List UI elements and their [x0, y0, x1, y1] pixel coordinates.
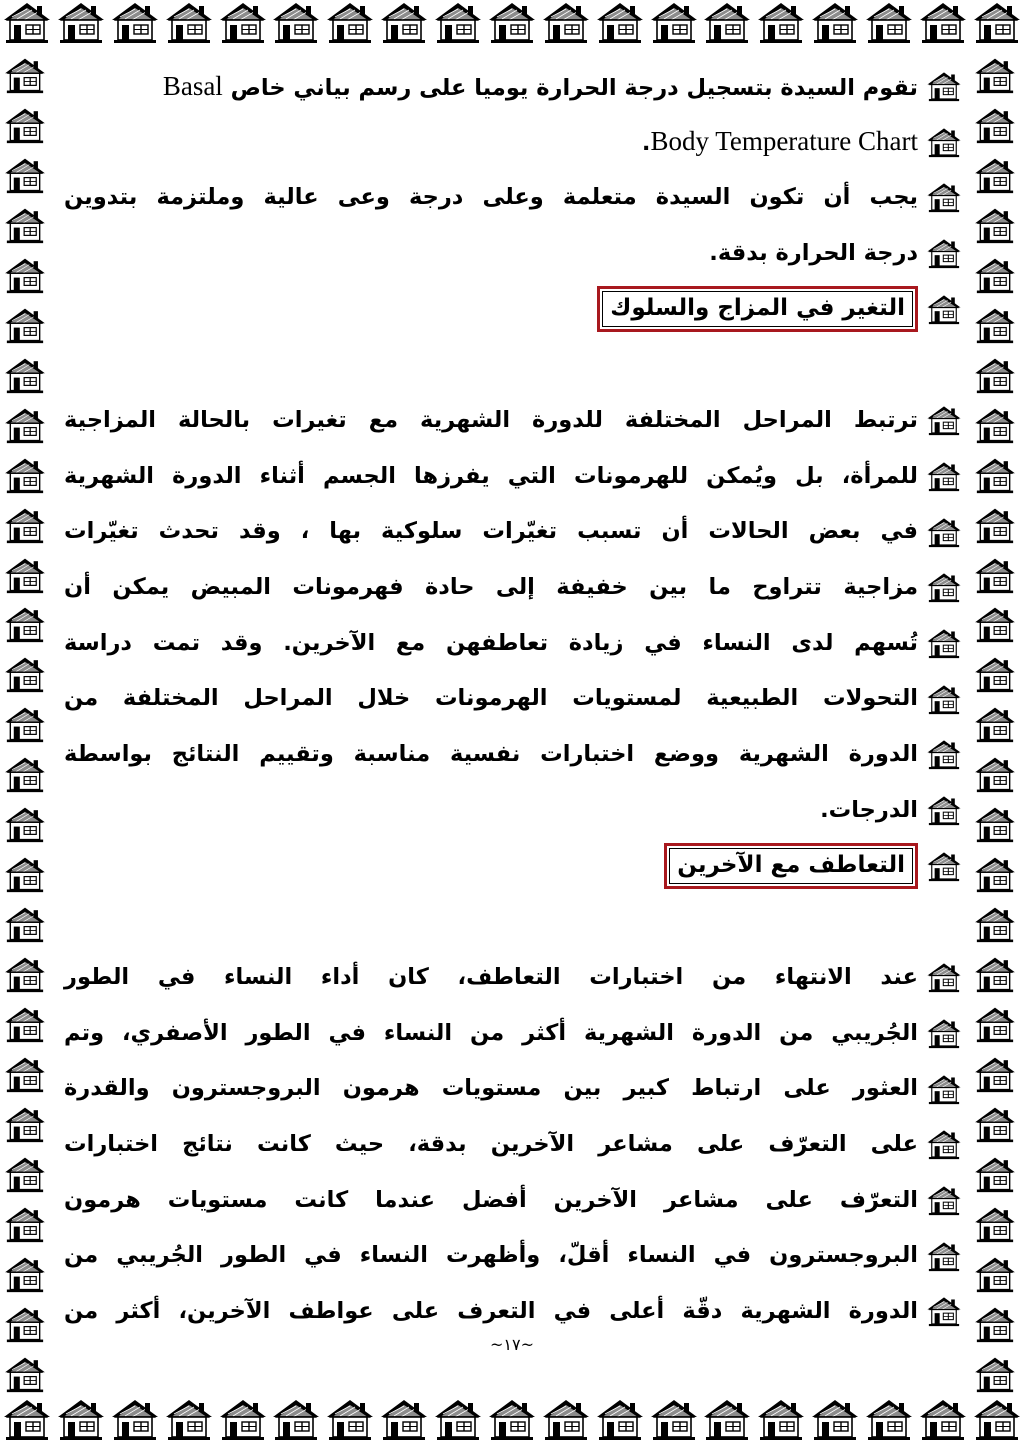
house-icon — [56, 1397, 106, 1441]
house-icon — [756, 1397, 806, 1441]
house-icon — [970, 1055, 1020, 1093]
text-line — [64, 951, 962, 1003]
text-line — [64, 561, 962, 613]
page-body — [64, 60, 962, 1390]
latin-term: Body Temperature Chart — [650, 126, 918, 157]
house-icon — [970, 1105, 1020, 1143]
house-icon — [970, 406, 1020, 444]
text-line — [64, 617, 962, 669]
house-bullet-icon — [926, 683, 962, 715]
text-run: درجة الحرارة بدقة. — [709, 239, 918, 266]
house-icon — [487, 1397, 537, 1441]
house-icon — [970, 955, 1020, 993]
house-icon — [810, 0, 860, 44]
house-icon — [325, 1397, 375, 1441]
paragraph-line — [64, 687, 918, 710]
house-icon — [970, 905, 1020, 943]
house-bullet-icon — [926, 1184, 962, 1216]
text-run: الدورة الشهرية دقّة أعلى في التعرف على عواطف الآخرين، أكثر من — [64, 1298, 918, 1325]
house-bullet-icon — [926, 627, 962, 659]
paragraph-line — [64, 743, 918, 766]
house-icon — [2, 1397, 52, 1441]
house-icon — [0, 855, 50, 893]
house-icon — [0, 1355, 50, 1393]
house-icon — [541, 1397, 591, 1441]
paragraph-line — [64, 963, 918, 990]
text-line — [64, 896, 962, 948]
house-icon — [864, 0, 914, 44]
text-line — [64, 1007, 962, 1059]
latin-term: Basal — [162, 70, 223, 101]
text-run: . — [641, 130, 651, 157]
house-icon — [970, 1305, 1020, 1343]
house-icon — [970, 705, 1020, 743]
house-icon — [918, 0, 968, 44]
section-heading-row — [64, 283, 962, 335]
house-icon — [970, 1005, 1020, 1043]
text-run: في بعض الحالات أن تسبب تغيّرات سلوكية بها ، وقد تحدث تغيّرات — [64, 518, 918, 545]
house-icon — [970, 506, 1020, 544]
house-icon — [0, 605, 50, 643]
house-icon — [970, 206, 1020, 244]
house-icon — [918, 1397, 968, 1441]
house-bullet-icon — [926, 1017, 962, 1049]
house-icon — [433, 1397, 483, 1441]
house-bullet-icon — [926, 293, 962, 325]
house-icon — [0, 456, 50, 494]
house-bullet-icon — [926, 460, 962, 492]
house-icon — [970, 655, 1020, 693]
house-icon — [970, 556, 1020, 594]
section-heading — [597, 286, 918, 332]
house-bullet-icon — [926, 181, 962, 213]
page-number: ~١٧~ — [490, 1335, 534, 1354]
text-line — [64, 1230, 962, 1282]
text-run: تُسهم لدى النساء في زيادة تعاطفهن مع الآخرين. وقد تمت دراسة — [64, 629, 918, 656]
house-bullet-icon — [926, 850, 962, 882]
house-icon — [864, 1397, 914, 1441]
house-icon — [0, 156, 50, 194]
house-icon — [164, 1397, 214, 1441]
house-icon — [379, 1397, 429, 1441]
house-icon — [972, 0, 1022, 44]
house-icon — [379, 0, 429, 44]
text-line — [64, 171, 962, 223]
text-line — [64, 450, 962, 502]
house-icon — [0, 955, 50, 993]
house-icon — [810, 1397, 860, 1441]
house-icon — [0, 1155, 50, 1193]
text-run: التعرّف على مشاعر الآخرين أفضل عندما كانت مستويات هرمون — [64, 1186, 918, 1213]
house-icon — [541, 0, 591, 44]
house-icon — [2, 0, 52, 44]
house-icon — [702, 1397, 752, 1441]
house-bullet-icon — [926, 571, 962, 603]
text-run: التعاطف مع الآخرين — [677, 851, 905, 878]
border-right — [970, 52, 1024, 1397]
house-bullet-icon — [926, 1128, 962, 1160]
house-icon — [970, 456, 1020, 494]
house-icon — [0, 106, 50, 144]
house-icon — [487, 0, 537, 44]
text-run: الدرجات. — [820, 796, 918, 823]
paragraph-line — [64, 1244, 918, 1267]
paragraph-line — [64, 462, 918, 489]
house-icon — [649, 1397, 699, 1441]
house-icon — [271, 1397, 321, 1441]
house-icon — [595, 0, 645, 44]
house-icon — [271, 0, 321, 44]
house-icon — [702, 0, 752, 44]
paragraph-line — [64, 1186, 918, 1213]
text-line — [64, 1174, 962, 1226]
house-icon — [0, 655, 50, 693]
text-line — [64, 1063, 962, 1115]
house-icon — [970, 306, 1020, 344]
house-bullet-icon — [926, 794, 962, 826]
text-line — [64, 673, 962, 725]
house-icon — [970, 1155, 1020, 1193]
house-icon — [970, 605, 1020, 643]
house-icon — [0, 805, 50, 843]
text-run: التحولات الطبيعية لمستويات الهرمونات خلال المراحل المختلفة من — [64, 685, 918, 712]
house-icon — [0, 306, 50, 344]
paragraph-line — [64, 520, 918, 543]
house-bullet-icon — [926, 404, 962, 436]
text-line — [64, 1118, 962, 1170]
text-run: تقوم السيدة بتسجيل درجة الحرارة يوميا على رسم بياني خاص — [222, 74, 918, 101]
house-icon — [970, 356, 1020, 394]
text-line — [64, 784, 962, 836]
house-bullet-icon — [926, 961, 962, 993]
house-bullet-icon — [926, 70, 962, 102]
section-heading-row — [64, 840, 962, 892]
house-icon — [970, 1255, 1020, 1293]
house-icon — [970, 106, 1020, 144]
house-icon — [325, 0, 375, 44]
text-run: ترتبط المراحل المختلفة للدورة الشهرية مع تغيرات بالحالة المزاجية — [64, 406, 918, 433]
house-icon — [649, 0, 699, 44]
house-icon — [110, 1397, 160, 1441]
text-line — [64, 60, 962, 112]
house-icon — [0, 1255, 50, 1293]
house-icon — [0, 356, 50, 394]
house-icon — [0, 56, 50, 94]
house-icon — [164, 0, 214, 44]
house-icon — [0, 1005, 50, 1043]
house-icon — [970, 1205, 1020, 1243]
paragraph-line — [642, 128, 918, 155]
text-run: الدورة الشهرية ووضع اختبارات نفسية مناسبة وتقييم النتائج بواسطة — [64, 741, 918, 768]
house-icon — [0, 256, 50, 294]
house-bullet-icon — [926, 738, 962, 770]
text-run: التغير في المزاج والسلوك — [610, 294, 905, 321]
house-bullet-icon — [926, 126, 962, 158]
house-icon — [970, 1355, 1020, 1393]
house-icon — [970, 855, 1020, 893]
paragraph-line — [820, 796, 918, 823]
house-icon — [595, 1397, 645, 1441]
house-bullet-icon — [926, 516, 962, 548]
paragraph-line — [709, 239, 918, 266]
text-run: يجب أن تكون السيدة متعلمة وعلى درجة وعى عالية وملتزمة بتدوين — [64, 184, 918, 211]
paragraph-line — [64, 406, 918, 433]
house-icon — [0, 206, 50, 244]
text-line — [64, 728, 962, 780]
border-bottom — [0, 1397, 1024, 1449]
house-icon — [0, 705, 50, 743]
house-bullet-icon — [926, 1240, 962, 1272]
text-line — [64, 339, 962, 391]
paragraph-line — [64, 576, 918, 599]
house-icon — [970, 156, 1020, 194]
house-icon — [0, 506, 50, 544]
house-icon — [433, 0, 483, 44]
house-icon — [0, 406, 50, 444]
text-run: البروجسترون في النساء أقلّ، وأظهرت النساء في الطور الجُريبي من — [64, 1242, 918, 1269]
house-icon — [970, 56, 1020, 94]
border-left — [0, 52, 54, 1397]
house-icon — [972, 1397, 1022, 1441]
text-run: العثور على ارتباط كبير بين مستويات هرمون البروجسترون والقدرة — [64, 1075, 918, 1102]
text-run: عند الانتهاء من اختبارات التعاطف، كان أداء النساء في الطور — [64, 963, 918, 990]
section-heading — [664, 843, 918, 889]
house-bullet-icon — [926, 1073, 962, 1105]
paragraph-line — [64, 186, 918, 209]
house-icon — [0, 1305, 50, 1343]
text-line — [64, 227, 962, 279]
text-line — [64, 116, 962, 168]
paragraph-line — [64, 1300, 918, 1323]
paragraph-line — [64, 1133, 918, 1156]
text-run: على التعرّف على مشاعر الآخرين بدقة، حيث كانت نتائج اختبارات — [64, 1131, 918, 1158]
paragraph-line — [64, 629, 918, 656]
house-icon — [0, 556, 50, 594]
house-icon — [56, 0, 106, 44]
house-icon — [970, 256, 1020, 294]
house-icon — [970, 805, 1020, 843]
house-icon — [0, 1205, 50, 1243]
house-icon — [110, 0, 160, 44]
house-bullet-icon — [926, 1295, 962, 1327]
text-line — [64, 506, 962, 558]
border-top — [0, 0, 1024, 52]
text-line — [64, 1285, 962, 1337]
paragraph-line — [64, 1019, 918, 1046]
paragraph-line — [64, 1077, 918, 1100]
text-run: الجُريبي من الدورة الشهرية أكثر من النساء في الطور الأصفري، وتم — [64, 1019, 918, 1046]
house-icon — [756, 0, 806, 44]
text-line — [64, 394, 962, 446]
paragraph-line — [162, 70, 918, 101]
house-icon — [218, 0, 268, 44]
house-icon — [0, 1055, 50, 1093]
text-run: مزاجية تتراوح ما بين خفيفة إلى حادة فهرمونات المبيض يمكن أن — [64, 574, 918, 601]
house-icon — [970, 755, 1020, 793]
house-icon — [0, 1105, 50, 1143]
house-bullet-icon — [926, 237, 962, 269]
house-icon — [218, 1397, 268, 1441]
text-run: للمرأة، بل ويُمكن للهرمونات التي يفرزها الجسم أثناء الدورة الشهرية — [64, 462, 918, 489]
house-icon — [0, 755, 50, 793]
house-icon — [0, 905, 50, 943]
